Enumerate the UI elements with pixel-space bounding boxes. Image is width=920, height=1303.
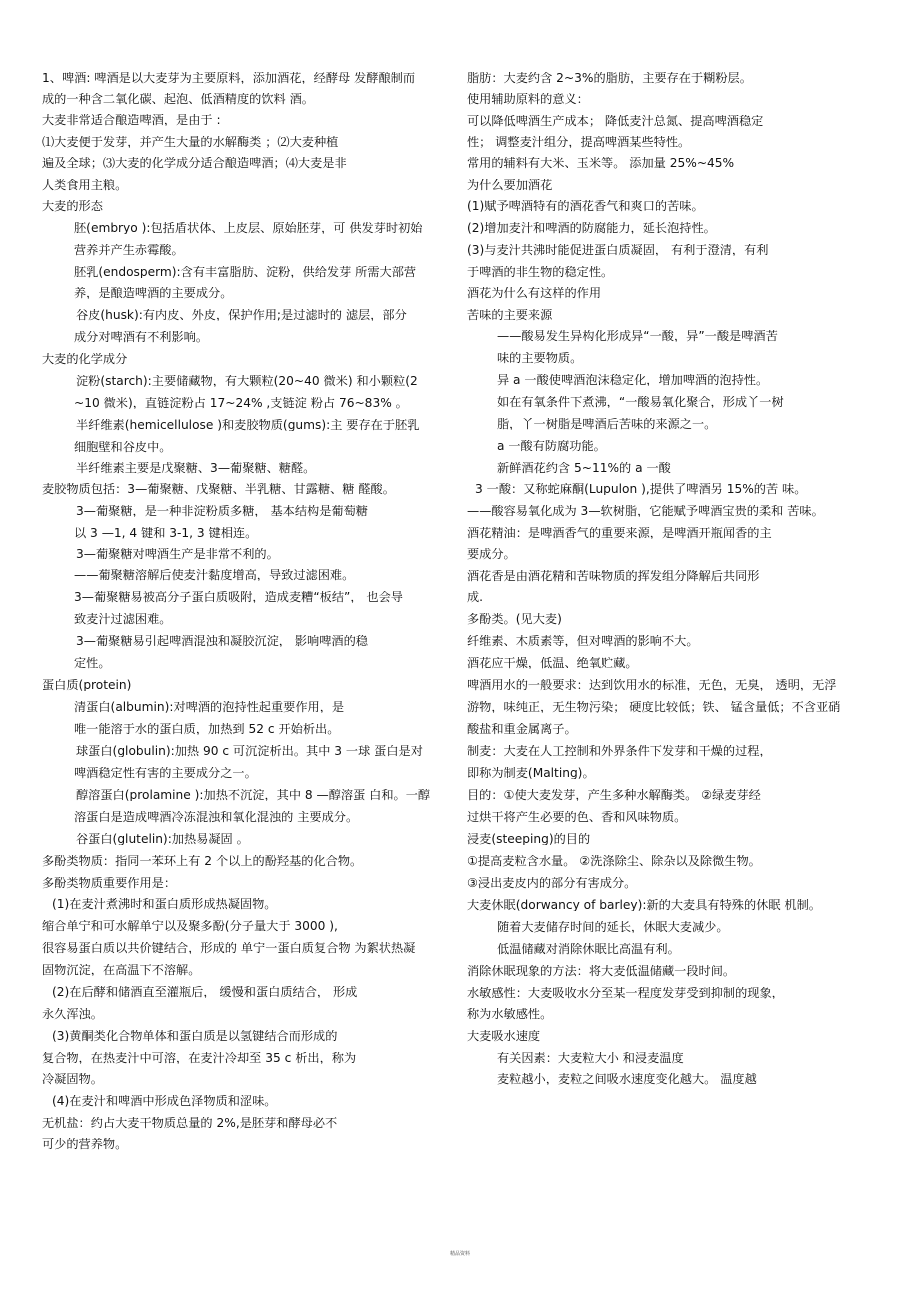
text-line: 谷皮(husk):有内皮、外皮，保护作用;是过滤时的 滤层，部分 (76, 309, 407, 322)
text-line: 消除休眠现象的方法：将大麦低温储藏一段时间。 (467, 965, 736, 978)
text-line: 大麦吸水速度 (467, 1030, 541, 1043)
text-line: 脂肪：大麦约含 2~3%的脂肪，主要存在于糊粉层。 (467, 72, 752, 85)
footer-label: 精品资料 (449, 1251, 470, 1257)
text-line: a 一酸有防腐功能。 (497, 440, 606, 453)
text-line: 多酚类物质重要作用是： (42, 877, 177, 890)
text-line: 成的一种含二氧化碳、起泡、低酒精度的饮料 酒。 (42, 93, 314, 106)
text-line: 半纤维素主要是戊聚糖、3—葡聚糖、糖醛。 (76, 462, 316, 475)
text-line: 纤维素、木质素等，但对啤酒的影响不大。 (467, 635, 699, 648)
text-line: 胚乳(endosperm):含有丰富脂肪、淀粉，供给发芽 所需大部营 (74, 266, 417, 279)
text-line: 酒花应干燥，低温、绝氧贮藏。 (467, 657, 638, 670)
text-line: 酒花精油：是啤酒香气的重要来源，是啤酒开瓶闻香的主 (467, 527, 772, 540)
text-line: 制麦：大麦在人工控制和外界条件下发芽和干燥的过程， (467, 745, 772, 758)
text-line: 营养并产生赤霉酸。 (74, 244, 184, 257)
text-line: 清蛋白(albumin):对啤酒的泡持性起重要作用，是 (74, 701, 345, 714)
text-line: 大麦的化学成分 (42, 353, 128, 366)
text-line: 浸麦(steeping)的目的 (467, 833, 591, 846)
text-line: 溶蛋白是造成啤酒冷冻混浊和氧化混浊的 主要成分。 (74, 811, 359, 824)
text-line: ⑴大麦便于发芽，并产生大量的水解酶类 ；⑵大麦种植 (42, 136, 339, 149)
text-line: 3—葡聚糖对啤酒生产是非常不利的。 (76, 548, 279, 561)
text-line: ——酸易发生异构化形成异“一酸，异”一酸是啤酒苦 (497, 330, 778, 343)
text-line: 固物沉淀，在高温下不溶解。 (42, 964, 201, 977)
text-line: 麦粒越小，麦粒之间吸水速度变化越大。 温度越 (497, 1073, 757, 1086)
text-line: 无机盐：约占大麦干物质总量的 2%,是胚芽和酵母必不 (42, 1117, 338, 1130)
text-line: (1)赋予啤酒特有的酒花香气和爽口的苦味。 (467, 200, 704, 213)
text-line: 酒花香是由酒花精和苦味物质的挥发组分降解后共同形 (467, 570, 760, 583)
text-line: 常用的辅料有大米、玉米等。 添加量 25%~45% (467, 157, 735, 170)
text-line: ——葡聚糖溶解后使麦汁黏度增高，导致过滤困难。 (74, 569, 355, 582)
text-line: 性； 调整麦汁组分，提高啤酒某些特性。 (467, 136, 691, 149)
text-line: 使用辅助原料的意义： (467, 93, 589, 106)
text-line: 唯一能溶于水的蛋白质，加热到 52 c 开始析出。 (74, 723, 340, 736)
text-line: 味的主要物质。 (497, 352, 583, 365)
text-line: 3—葡聚糖易引起啤酒混浊和凝胶沉淀， 影响啤酒的稳 (76, 635, 368, 648)
text-line: 1、啤酒: 啤酒是以大麦芽为主要原料，添加酒花，经酵母 发酵酿制而 (42, 72, 416, 85)
text-line: 有关因素：大麦粒大小 和浸麦温度 (497, 1052, 684, 1065)
text-line: 即称为制麦(Malting)。 (467, 767, 595, 780)
text-line: ——酸容易氧化成为 3—软树脂，它能赋予啤酒宝贵的柔和 苦味。 (467, 505, 824, 518)
text-line: 目的：①使大麦发芽，产生多种水解酶类。 ②绿麦芽经 (467, 789, 761, 802)
text-line: 酒花为什么有这样的作用 (467, 287, 602, 300)
text-line: 可少的营养物。 (42, 1138, 128, 1151)
text-line: 以 3 —1, 4 键和 3-1, 3 键相连。 (74, 527, 258, 540)
text-line: (2)在后酵和储酒直至灌瓶后， 缓慢和蛋白质结合， 形成 (52, 986, 358, 999)
text-line: 谷蛋白(glutelin):加热易凝固 。 (76, 833, 249, 846)
text-line: 遍及全球；⑶大麦的化学成分适合酿造啤酒；⑷大麦是非 (42, 157, 347, 170)
text-line: 养，是酿造啤酒的主要成分。 (74, 287, 233, 300)
text-line: 定性。 (74, 657, 111, 670)
text-line: 为什么要加酒花 (467, 179, 553, 192)
text-line: 啤酒稳定性有害的主要成分之一。 (74, 767, 257, 780)
text-line: ~10 微米)，直链淀粉占 17~24% ,支链淀 粉占 76~83% 。 (74, 397, 408, 410)
text-line: 多酚类。(见大麦) (467, 613, 562, 626)
text-line: 如在有氧条件下煮沸，“一酸易氧化聚合，形成丫一树 (497, 396, 784, 409)
text-line: 于啤酒的非生物的稳定性。 (467, 266, 614, 279)
text-line: 啤酒用水的一般要求：达到饮用水的标准，无色，无臭， 透明，无浮 (467, 679, 837, 692)
text-line: 淀粉(starch):主要储藏物，有大颗粒(20~40 微米) 和小颗粒(2 (76, 375, 418, 388)
text-line: 低温储藏对消除休眠比高温有利。 (497, 943, 680, 956)
text-line: 麦胶物质包括：3—葡聚糖、戊聚糖、半乳糖、甘露糖、糖 醛酸。 (42, 483, 395, 496)
text-line: 细胞壁和谷皮中。 (74, 441, 172, 454)
text-line: 可以降低啤酒生产成本； 降低麦汁总氮、提高啤酒稳定 (467, 115, 764, 128)
text-line: 要成分。 (467, 548, 516, 561)
text-line: 大麦的形态 (42, 200, 103, 213)
text-line: 大麦休眠(dorwancy of barley):新的大麦具有特殊的休眠 机制。 (467, 899, 821, 912)
text-line: 成. (467, 591, 484, 604)
text-line: 3—葡聚糖易被高分子蛋白质吸附，造成麦糟“板结”， 也会导 (74, 591, 403, 604)
text-line: 3—葡聚糖，是一种非淀粉质多糖， 基本结构是葡萄糖 (76, 505, 368, 518)
text-line: (3)黄酮类化合物单体和蛋白质是以氢键结合而形成的 (52, 1030, 338, 1043)
text-line: 脂，丫一树脂是啤酒后苦味的来源之一。 (497, 418, 717, 431)
text-line: 球蛋白(globulin):加热 90 c 可沉淀析出。其中 3 一球 蛋白是对 (76, 745, 423, 758)
text-line: 酸盐和重金属离子。 (467, 723, 577, 736)
text-line: 多酚类物质：指同一苯环上有 2 个以上的酚羟基的化合物。 (42, 855, 363, 868)
text-line: 异 a 一酸使啤酒泡沫稳定化，增加啤酒的泡持性。 (497, 374, 769, 387)
text-line: 很容易蛋白质以共价键结合，形成的 单宁一蛋白质复合物 为絮状热凝 (42, 942, 416, 955)
text-line: 致麦汁过滤困难。 (74, 613, 172, 626)
text-line: 水敏感性：大麦吸收水分至某一程度发芽受到抑制的现象， (467, 987, 784, 1000)
text-line: 复合物，在热麦汁中可溶，在麦汁冷却至 35 c 析出，称为 (42, 1052, 357, 1065)
text-line: 蛋白质(protein) (42, 679, 132, 692)
text-line: 缩合单宁和可水解单宁以及聚多酚(分子量大于 3000 ), (42, 920, 338, 933)
text-line: 新鲜酒花约含 5~11%的 a 一酸 (497, 462, 671, 475)
text-line: 3 一酸：又称蛇麻酮(Lupulon ),提供了啤酒另 15%的苦 味。 (475, 483, 807, 496)
text-line: (4)在麦汁和啤酒中形成色泽物质和涩味。 (52, 1095, 277, 1108)
text-line: 冷凝固物。 (42, 1073, 103, 1086)
text-line: 醇溶蛋白(prolamine ):加热不沉淀，其中 8 —醇溶蛋 白和。一醇 (76, 789, 431, 802)
text-line: 苦味的主要来源 (467, 309, 553, 322)
text-line: 半纤维素(hemicellulose )和麦胶物质(gums):主 要存在于胚乳 (76, 419, 420, 432)
text-line: ③浸出麦皮内的部分有害成分。 (467, 877, 637, 890)
text-line: (3)与麦汁共沸时能促进蛋白质凝固， 有利于澄清，有利 (467, 244, 769, 257)
text-line: (1)在麦汁煮沸时和蛋白质形成热凝固物。 (52, 898, 277, 911)
text-line: 胚(embryo ):包括盾状体、上皮层、原始胚芽，可 供发芽时初始 (74, 222, 423, 235)
text-line: 过烘干将产生必要的色、香和风味物质。 (467, 811, 687, 824)
text-line: (2)增加麦汁和啤酒的防腐能力，延长泡持性。 (467, 222, 716, 235)
text-line: 称为水敏感性。 (467, 1008, 553, 1021)
text-line: 大麦非常适合酿造啤酒，是由于 : (42, 114, 221, 127)
text-line: 人类食用主粮。 (42, 179, 128, 192)
text-line: 游物，味纯正，无生物污染； 硬度比较低；铁、 锰含量低；不含亚硝 (467, 701, 841, 714)
text-line: 永久浑浊。 (42, 1008, 103, 1021)
text-line: ①提高麦粒含水量。 ②洗涤除尘、除杂以及除微生物。 (467, 855, 761, 868)
text-line: 随着大麦储存时间的延长，休眠大麦减少。 (497, 921, 729, 934)
text-line: 成分对啤酒有不利影响。 (74, 331, 209, 344)
